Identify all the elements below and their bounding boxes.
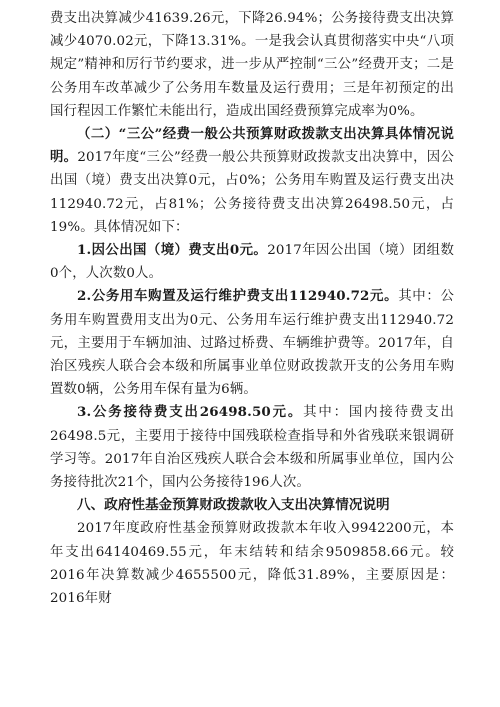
paragraph-vehicle-expense: [50, 285, 454, 401]
paragraph-text: 费支出决算减少41639.26元，下降26.94%；公务接待费支出决算减少4070.02元，下降13.31%。一是我会认真贯彻落实中央“八项规定”精神和厉行节约要求，进一步从严控制“三公”经费开支；二是公务用车改革减少了公务用车数量及运行费用；三是年初预定的出国行程因工作繁忙未能出行，造成出国经费预算完成率为0%。: [50, 11, 454, 119]
paragraph-heading: 3.公务接待费支出26498.50元。: [77, 404, 304, 421]
paragraph-text: 其中：公务用车购置费用支出为0元、公务用车运行维护费支出112940.72元，主要用于车辆加油、过路过桥费、车辆维护费等。2017年，自治区残疾人联合会本级和所属事业单位财政拨款开支的公务用车购置数0辆，公务用车保有量为6辆。: [50, 289, 454, 398]
paragraph-expenditure-decrease: [50, 7, 454, 123]
paragraph-reception-expense: [50, 401, 454, 494]
paragraph-text: 2017年因公出国（境）团组数0个，人次数0人。: [50, 243, 455, 282]
paragraph-heading: 1.因公出国（境）费支出0元。: [77, 242, 268, 259]
paragraph-government-fund: [50, 517, 454, 610]
paragraph-overseas-travel: [50, 239, 454, 285]
paragraph-text: 2017年度政府性基金预算财政拨款本年收入9942200元，本年支出64140469.55元，年末结转和结余9509858.66元。较2016年决算数减少4655500元，降低31.89%，主要原因是：2016年财: [50, 521, 454, 607]
paragraph-text: 其中：国内接待费支出26498.5元，主要用于接待中国残联检查指导和外省残联来银调研学习等。2017年自治区残疾人联合会本级和所属事业单位，国内公务接待批次21个，国内公务接待196人次。: [50, 405, 454, 491]
paragraph-heading: 2.公务用车购置及运行维护费支出112940.72元。: [77, 288, 399, 305]
paragraph-three-public-detail: [50, 123, 454, 239]
paragraph-heading: （二）“三公”经费一般公共预算财政拨款支出决算具体情况说明。: [50, 126, 454, 166]
section-heading-government-fund: 八、政府性基金预算财政拨款收入支出决算情况说明: [77, 497, 390, 514]
paragraph-text: 2017年度“三公”经费一般公共预算财政拨款支出决算中，因公出国（境）费支出决算0元，占0%；公务用车购置及运行费支出决112940.72元，占81%；公务接待费支出决算26498.50元，占19%。具体情况如下：: [50, 150, 454, 235]
